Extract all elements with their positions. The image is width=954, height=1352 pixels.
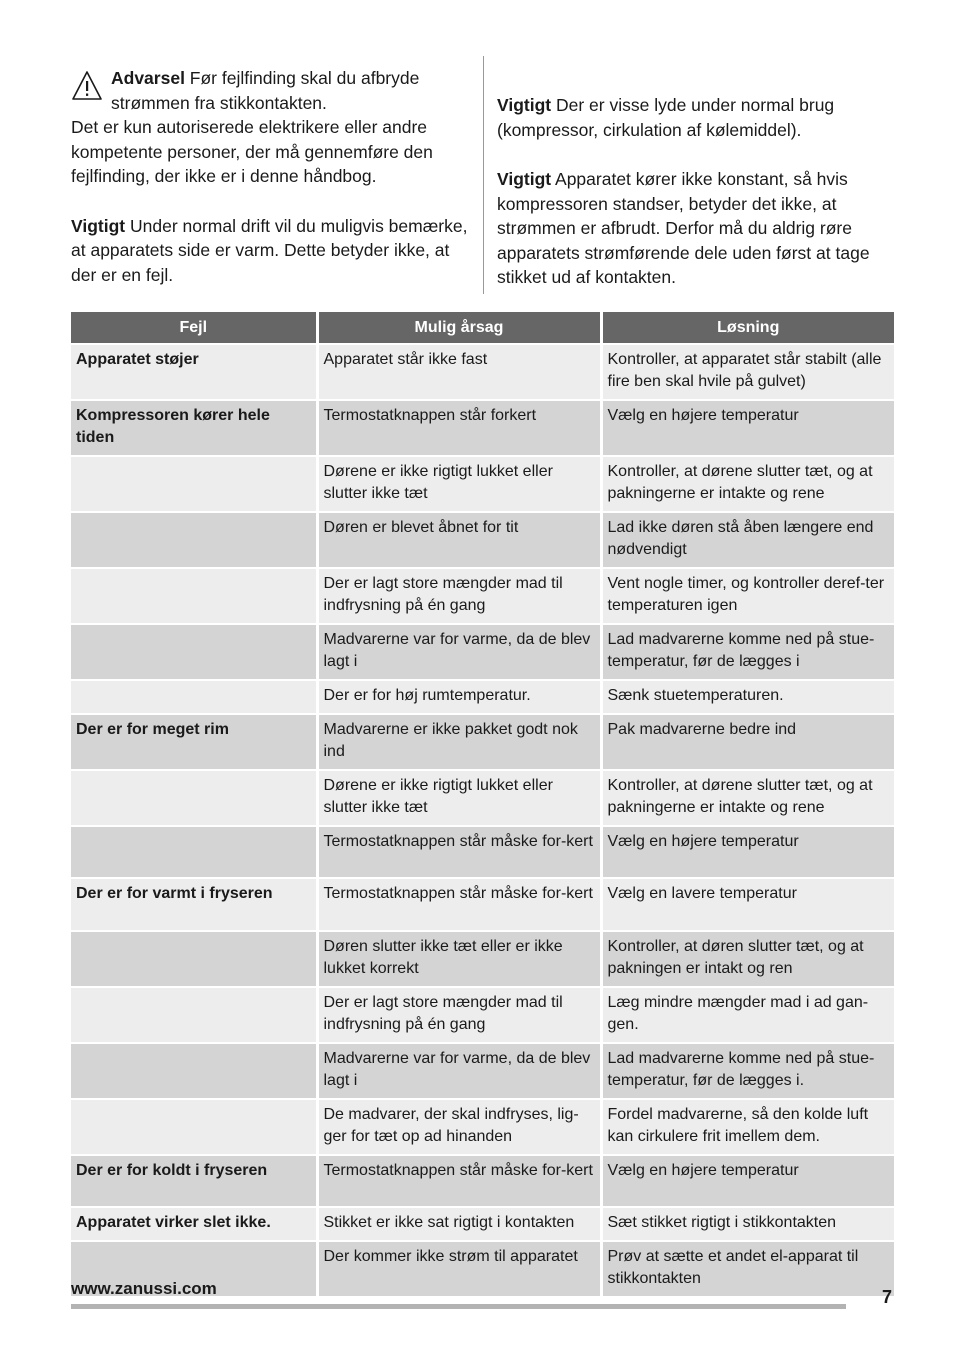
solution-cell: Pak madvarerne bedre ind [601,714,894,770]
fault-cell: Der er for koldt i fryseren [71,1155,317,1207]
cause-cell: Der kommer ikke strøm til apparatet [317,1241,601,1296]
left-column [71,66,471,287]
column-divider [483,56,484,294]
fault-cell [71,931,317,987]
important-note-3 [497,167,897,290]
warning-label: Advarsel [111,68,185,88]
cause-cell: Dørene er ikke rigtigt lukket eller slutter ikke tæt [317,770,601,826]
table-row [71,714,894,770]
solution-cell: Prøv at sætte et andet el-apparat til stikkontakten [601,1241,894,1296]
fault-cell [71,680,317,714]
important-label: Vigtigt [497,95,552,115]
table-row [71,512,894,568]
troubleshooting-table [71,312,894,1296]
solution-cell: Kontroller, at dørene slutter tæt, og at pakningerne er intakte og rene [601,456,894,512]
header-fault: Fejl [71,312,317,344]
important-label: Vigtigt [71,215,126,236]
important-label: Vigtigt [497,169,552,189]
cause-cell: Der er for høj rumtemperatur. [317,680,601,714]
cause-cell: Termostatknappen står måske for-kert [317,1155,601,1207]
solution-cell: Kontroller, at dørene slutter tæt, og at pakningerne er intakte og rene [601,770,894,826]
cause-cell: Der er lagt store mængder mad til indfrysning på én gang [317,568,601,624]
fault-cell [71,826,317,878]
warning-block [71,66,471,115]
cause-cell: Døren slutter ikke tæt eller er ikke lukket korrekt [317,931,601,987]
fault-cell [71,456,317,512]
warning-text [111,66,471,115]
solution-cell: Vælg en højere temperatur [601,1155,894,1207]
table-row [71,1099,894,1155]
fault-cell [71,568,317,624]
warning-triangle-icon [71,70,103,102]
cause-cell: Der er lagt store mængder mad til indfrysning på én gang [317,987,601,1043]
footer-url[interactable]: www.zanussi.com [71,1279,217,1298]
fault-cell: Apparatet støjer [71,344,317,400]
solution-cell: Fordel madvarerne, så den kolde luft kan cirkulere frit imellem dem. [601,1099,894,1155]
warning-body: Før fejlfinding skal du afbryde strømmen fra stikkontakten. [111,68,420,113]
header-solution: Løsning [601,312,894,344]
solution-cell: Lad ikke døren stå åben længere end nødvendigt [601,512,894,568]
solution-cell: Kontroller, at døren slutter tæt, og at pakningen er intakt og ren [601,931,894,987]
cause-cell: Døren er blevet åbnet for tit [317,512,601,568]
fault-cell [71,512,317,568]
solution-cell: Vælg en lavere temperatur [601,878,894,931]
table-row [71,931,894,987]
fault-cell: Der er for varmt i fryseren [71,878,317,931]
cause-cell: Madvarerne er ikke pakket godt nok ind [317,714,601,770]
footer-rule [71,1304,846,1309]
table-row [71,568,894,624]
cause-cell: De madvarer, der skal indfryses, lig-ger for tæt op ad hinanden [317,1099,601,1155]
important-body: Under normal drift vil du muligvis bemærke, at apparatets side er varm. Dette betyder ikke, at der er en fejl. [71,215,468,285]
fault-cell [71,624,317,680]
table-row [71,1207,894,1241]
header-cause: Mulig årsag [317,312,601,344]
table-row [71,770,894,826]
table-header-row [71,312,894,344]
fault-cell: Kompressoren kører hele tiden [71,400,317,456]
cause-cell: Apparatet står ikke fast [317,344,601,400]
solution-cell: Lad madvarerne komme ned på stue-temperatur, før de lægges i [601,624,894,680]
solution-cell: Vent nogle timer, og kontroller deref-ter temperaturen igen [601,568,894,624]
fault-cell: Der er for meget rim [71,714,317,770]
fault-cell [71,1099,317,1155]
cause-cell: Madvarerne var for varme, da de blev lagt i [317,624,601,680]
solution-cell: Vælg en højere temperatur [601,826,894,878]
fault-cell [71,770,317,826]
table-row [71,1155,894,1207]
cause-cell: Dørene er ikke rigtigt lukket eller slutter ikke tæt [317,456,601,512]
important-note-1 [71,214,471,288]
cause-cell: Madvarerne var for varme, da de blev lagt i [317,1043,601,1099]
warning-continuation: Det er kun autoriserede elektrikere eller andre kompetente personer, der må gennemføre den fejlfinding, der ikke er i denne håndbog. [71,117,433,186]
cause-cell: Stikket er ikke sat rigtigt i kontakten [317,1207,601,1241]
important-body: Apparatet kører ikke konstant, så hvis kompressoren standser, betyder det ikke, at strømmen er afbrudt. Derfor må du aldrig røre apparatets strømførende dele uden først at tage stikket ud af kontakten. [497,169,870,287]
table-row [71,878,894,931]
solution-cell: Vælg en højere temperatur [601,400,894,456]
cause-cell: Termostatknappen står forkert [317,400,601,456]
important-note-2 [497,93,897,142]
cause-cell: Termostatknappen står måske for-kert [317,826,601,878]
fault-cell [71,1043,317,1099]
right-column [497,93,897,290]
table-row [71,624,894,680]
table-row [71,680,894,714]
page-number: 7 [882,1287,893,1307]
table-row [71,826,894,878]
solution-cell: Kontroller, at apparatet står stabilt (alle fire ben skal hvile på gulvet) [601,344,894,400]
fault-cell: Apparatet virker slet ikke. [71,1207,317,1241]
important-body: Der er visse lyde under normal brug (kompressor, cirkulation af kølemiddel). [497,95,835,140]
solution-cell: Sænk stuetemperaturen. [601,680,894,714]
table-row [71,456,894,512]
solution-cell: Lad madvarerne komme ned på stue-temperatur, før de lægges i. [601,1043,894,1099]
fault-cell [71,987,317,1043]
table-row [71,1043,894,1099]
table-row [71,400,894,456]
solution-cell: Sæt stikket rigtigt i stikkontakten [601,1207,894,1241]
cause-cell: Termostatknappen står måske for-kert [317,878,601,931]
solution-cell: Læg mindre mængder mad i ad gan-gen. [601,987,894,1043]
table-row [71,987,894,1043]
table-row [71,344,894,400]
